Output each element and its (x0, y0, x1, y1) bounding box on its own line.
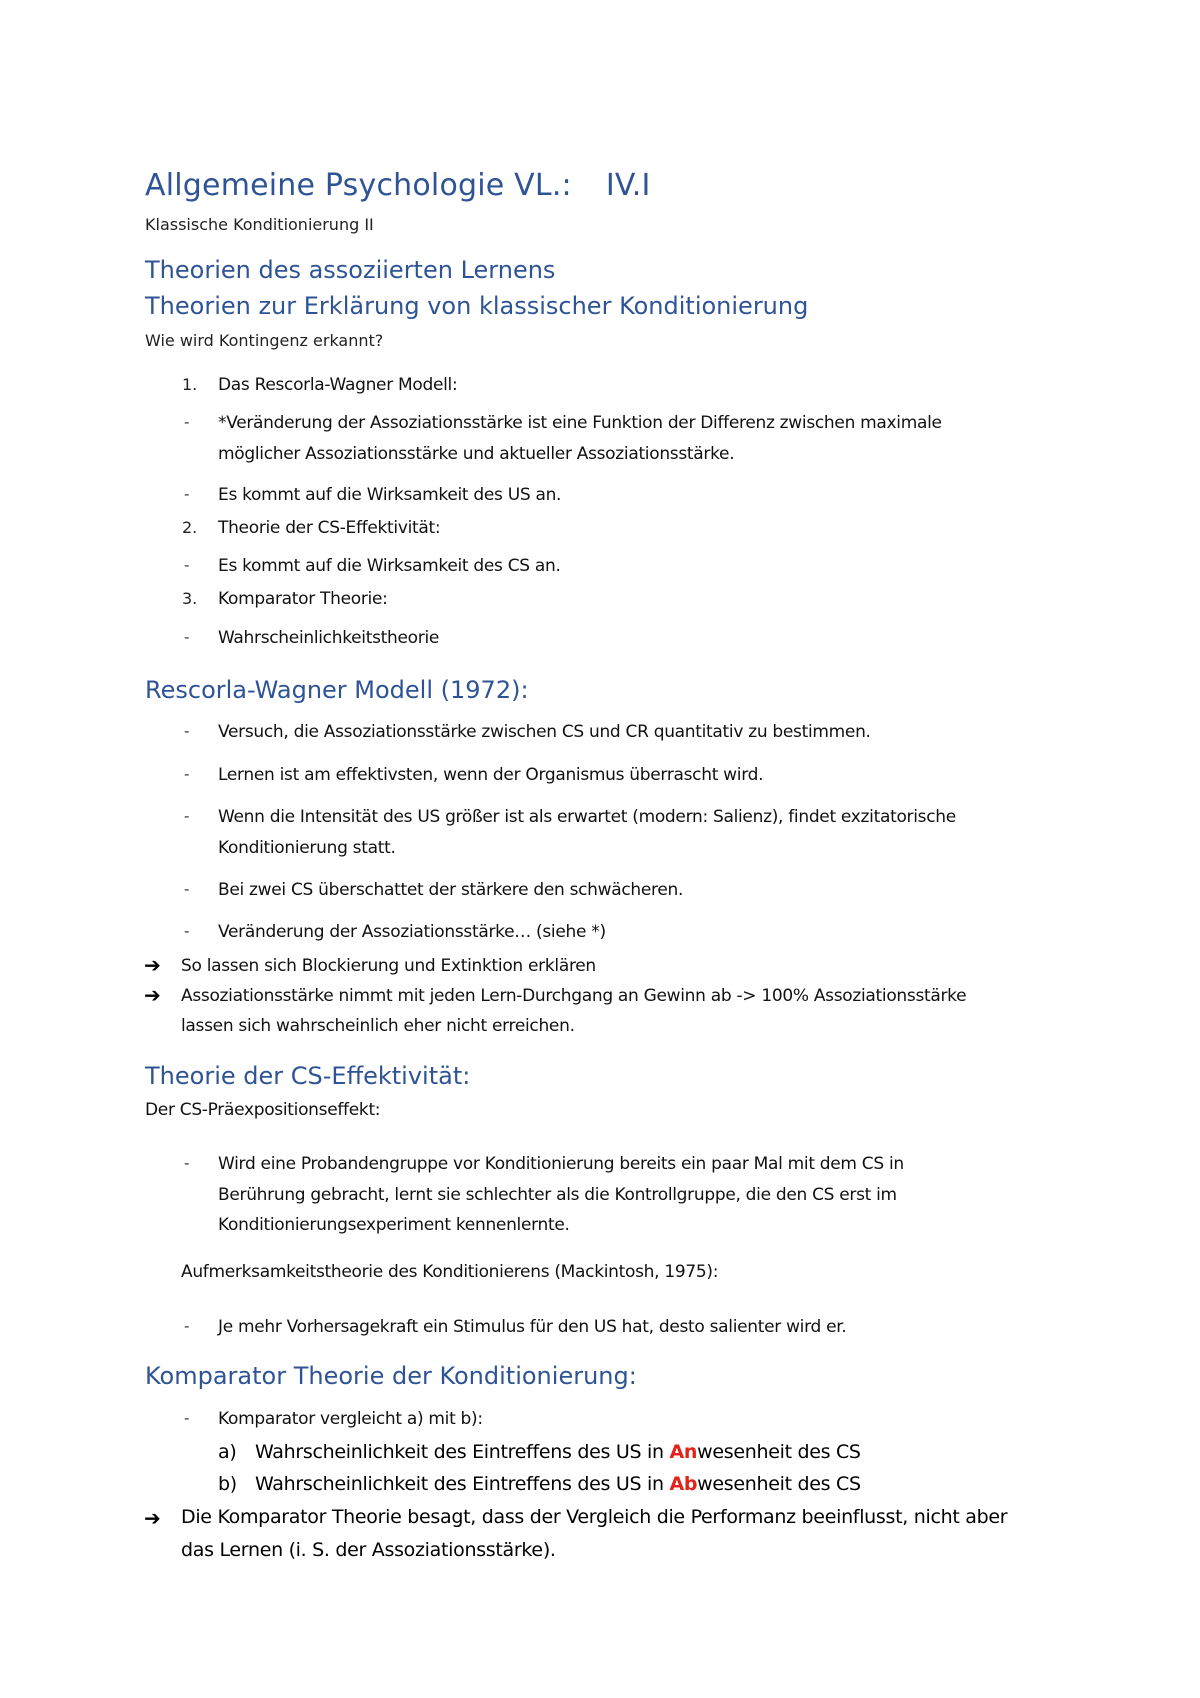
list-item-continuation: möglicher Assoziationsstärke und aktueller Assoziationsstärke. (218, 444, 735, 464)
arrow-right-icon: ➔ (144, 983, 161, 1007)
list-item: Je mehr Vorhersagekraft ein Stimulus für den US hat, desto salienter wird er. (218, 1317, 847, 1337)
list-marker: - (184, 1154, 190, 1172)
list-marker: 2. (182, 518, 198, 537)
item-b-text: Wahrscheinlichkeit des Eintreffens des US in (255, 1473, 670, 1495)
page-title (145, 168, 651, 203)
list-item: Bei zwei CS überschattet der stärkere den schwächeren. (218, 880, 684, 900)
title-number: IV.I (605, 168, 651, 203)
conclusion-text: Die Komparator Theorie besagt, dass der Vergleich die Performanz beeinflusst, nicht aber (181, 1506, 1008, 1528)
list-item: Theorie der CS-Effektivität: (218, 518, 441, 538)
list-marker: - (184, 1317, 190, 1335)
list-marker: - (184, 765, 190, 783)
sub-list-marker: b) (218, 1473, 237, 1495)
list-item: Das Rescorla-Wagner Modell: (218, 375, 458, 395)
sub-list-marker: a) (218, 1441, 237, 1463)
item-a-text: Wahrscheinlichkeit des Eintreffens des US in (255, 1441, 670, 1463)
list-item: Wird eine Probandengruppe vor Konditionierung bereits ein paar Mal mit dem CS in (218, 1154, 904, 1174)
sub-list-item-b (255, 1473, 861, 1495)
list-marker: - (184, 556, 190, 574)
list-marker: - (184, 922, 190, 940)
list-marker: - (184, 485, 190, 503)
list-item: Wenn die Intensität des US größer ist als erwartet (modern: Salienz), findet exzitatorische (218, 807, 956, 827)
list-item-continuation: Berührung gebracht, lernt sie schlechter als die Kontrollgruppe, die den CS erst im (218, 1185, 897, 1205)
heading-cs-effektivitaet: Theorie der CS-Effektivität: (145, 1062, 471, 1090)
list-item: *Veränderung der Assoziationsstärke ist eine Funktion der Differenz zwischen maximale (218, 413, 942, 433)
list-marker: - (184, 628, 190, 646)
list-marker: - (184, 722, 190, 740)
list-item: Es kommt auf die Wirksamkeit des US an. (218, 485, 562, 505)
heading-komparator: Komparator Theorie der Konditionierung: (145, 1362, 637, 1390)
item-a-text-end: wesenheit des CS (697, 1441, 861, 1463)
title-text: Allgemeine Psychologie VL.: (145, 168, 572, 203)
list-marker: - (184, 880, 190, 898)
list-item: Veränderung der Assoziationsstärke… (siehe *) (218, 922, 606, 942)
list-item: Versuch, die Assoziationsstärke zwischen CS und CR quantitativ zu bestimmen. (218, 722, 871, 742)
arrow-item-continuation: lassen sich wahrscheinlich eher nicht erreichen. (181, 1016, 575, 1036)
intro-question: Wie wird Kontingenz erkannt? (145, 331, 384, 350)
page-subtitle: Klassische Konditionierung II (145, 215, 374, 234)
list-marker: - (184, 807, 190, 825)
conclusion-continuation: das Lernen (i. S. der Assoziationsstärke). (181, 1539, 556, 1561)
item-b-highlight: Ab (669, 1473, 698, 1495)
list-marker: - (184, 413, 190, 431)
list-marker: - (184, 1409, 190, 1427)
list-item: Wahrscheinlichkeitstheorie (218, 628, 440, 648)
item-a-highlight: An (669, 1441, 698, 1463)
list-item: Komparator vergleicht a) mit b): (218, 1409, 483, 1429)
list-item: Komparator Theorie: (218, 589, 388, 609)
arrow-item: So lassen sich Blockierung und Extinktion erklären (181, 956, 596, 976)
arrow-item: Assoziationsstärke nimmt mit jeden Lern-Durchgang an Gewinn ab -> 100% Assoziationsstärke (181, 986, 967, 1006)
attention-theory-label: Aufmerksamkeitstheorie des Konditionierens (Mackintosh, 1975): (181, 1262, 719, 1282)
item-b-text-end: wesenheit des CS (697, 1473, 861, 1495)
list-item: Lernen ist am effektivsten, wenn der Organismus überrascht wird. (218, 765, 764, 785)
list-marker: 1. (182, 375, 198, 394)
list-item: Es kommt auf die Wirksamkeit des CS an. (218, 556, 561, 576)
heading-theorien-erklaerung: Theorien zur Erklärung von klassischer Konditionierung (145, 292, 809, 320)
list-item-continuation: Konditionierung statt. (218, 838, 396, 858)
sub-praeexposition: Der CS-Präexpositionseffekt: (145, 1100, 381, 1120)
heading-rescorla-wagner: Rescorla-Wagner Modell (1972): (145, 676, 529, 704)
sub-list-item-a (255, 1441, 861, 1463)
list-item-continuation: Konditionierungsexperiment kennenlernte. (218, 1215, 570, 1235)
heading-theorien-assoziiert: Theorien des assoziierten Lernens (145, 256, 556, 284)
arrow-right-icon: ➔ (144, 953, 161, 977)
list-marker: 3. (182, 589, 198, 608)
arrow-right-icon: ➔ (144, 1506, 161, 1530)
